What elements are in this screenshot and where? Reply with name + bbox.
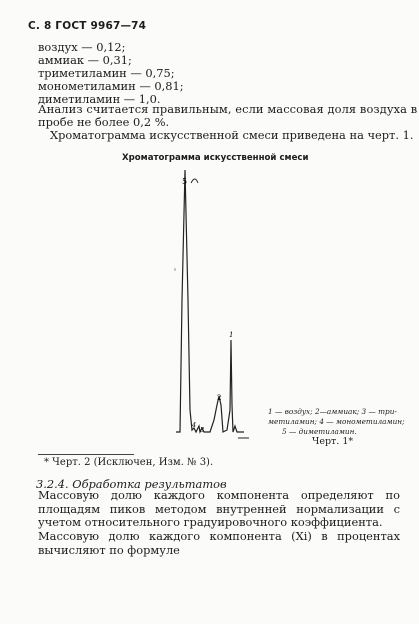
value-air: воздух — 0,12; [38, 40, 126, 54]
injection-mark [191, 179, 198, 183]
peak-label-4: 4 [192, 421, 197, 429]
legend-line-2: метиламин; 4 — монометиламин; [268, 417, 405, 426]
peak-label-2: 2 [217, 394, 222, 402]
footnote: * Черт. 2 (Исключен, Изм. № 3). [44, 457, 214, 468]
section-heading: 3.2.4. Обработка результатов [36, 477, 227, 491]
page-header: С. 8 ГОСТ 9967—74 [28, 20, 147, 32]
analysis-line-2: пробе не более 0,2 %. [38, 115, 170, 129]
paragraph-2: Массовую долю каждого компонента (Xi) в процентах вычисляют по формуле [38, 529, 400, 557]
peak-label-3: 3 [200, 426, 205, 434]
chromatogram-trace [176, 170, 244, 432]
figure-number: Черт. 1* [312, 436, 354, 447]
figure-caption: Хроматограмма искусственной смеси [122, 153, 309, 163]
peak-label-1: 1 [229, 331, 234, 339]
value-ammonia: аммиак — 0,31; [38, 53, 132, 67]
legend-line-1: 1 — воздух; 2—аммиак; 3 — три- [268, 407, 397, 416]
chromatogram-reference: Хроматограмма искусственной смеси приведена на черт. 1. [50, 128, 414, 142]
peak-label-5: 5 [182, 177, 188, 186]
legend-line-3: 5 — диметиламин. [282, 427, 357, 436]
analysis-line-1: Анализ считается правильным, если массовая доля воздуха в [38, 102, 418, 116]
paragraph-1: Массовую долю каждого компонента определяют по площадям пиков методом внутренней нормализации с учетом относительного градуировочного коэффициента. [38, 488, 400, 529]
value-monomethylamine: монометиламин — 0,81; [38, 79, 184, 93]
footnote-separator [38, 454, 134, 455]
figure-legend [268, 407, 405, 437]
value-dimethylamine: диметиламин — 1,0. [38, 92, 161, 106]
value-trimethylamine: триметиламин — 0,75; [38, 66, 175, 80]
